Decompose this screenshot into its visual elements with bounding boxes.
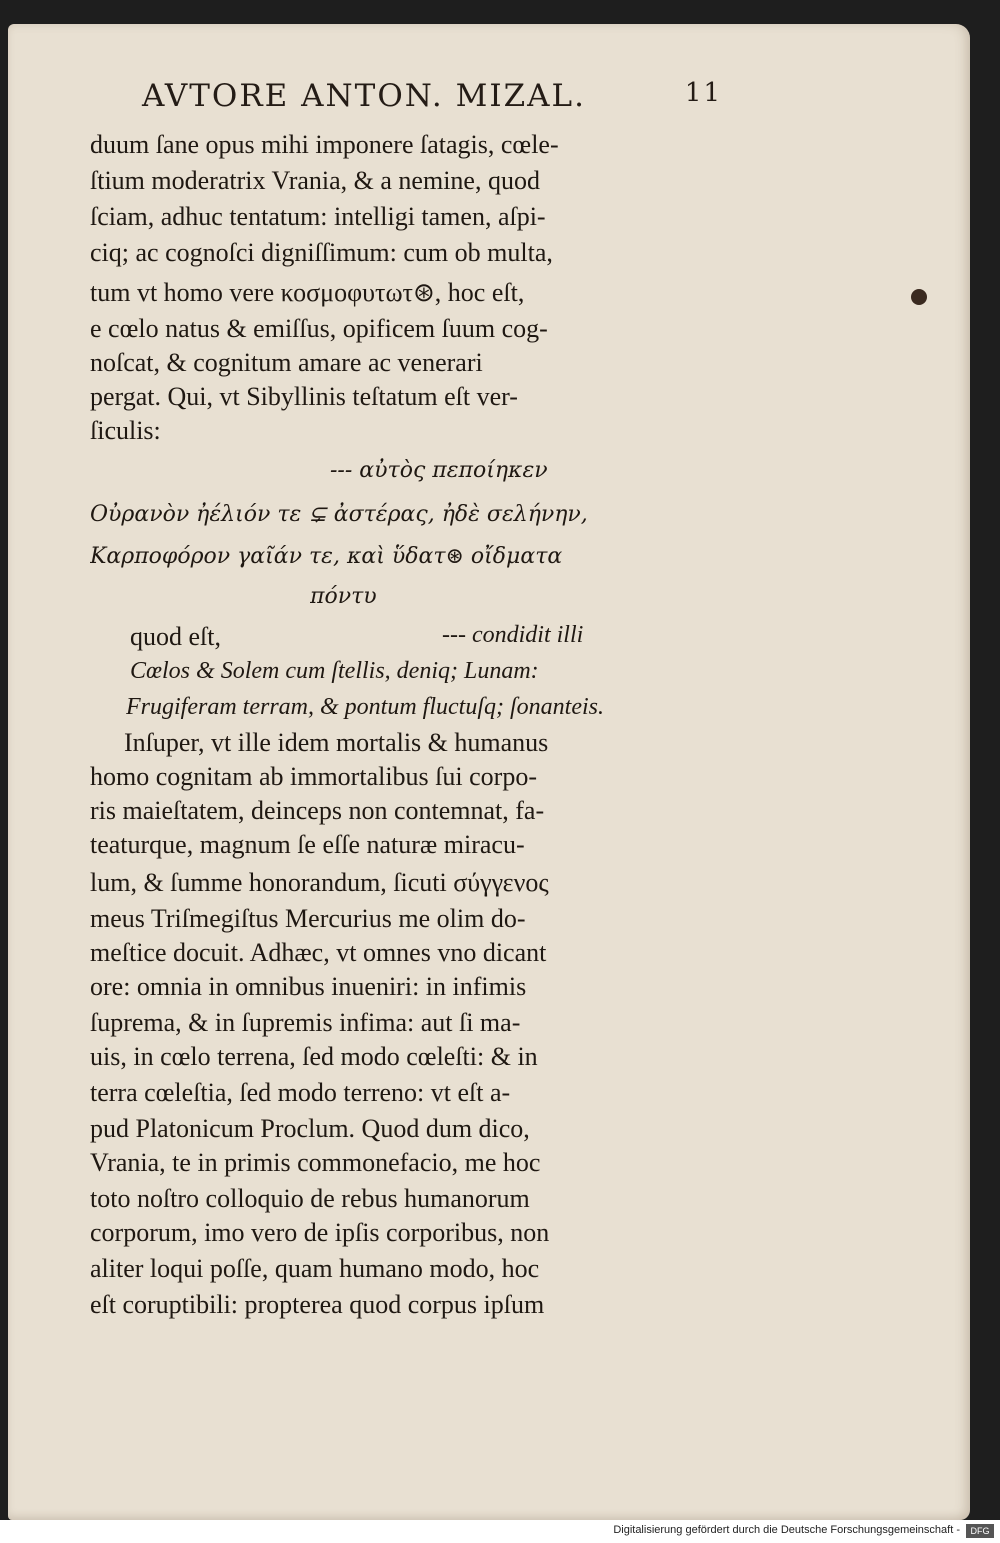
text-line: eſt coruptibili: propterea quod corpus ipſum — [90, 1290, 545, 1319]
text-line: Vrania, te in primis commonefacio, me hoc — [90, 1148, 541, 1177]
dfg-logo: DFG — [966, 1524, 994, 1538]
text-line: ſtium moderatrix Vrania, & a nemine, quod — [90, 166, 540, 195]
footer-bar — [0, 1520, 1000, 1543]
greek-verse-line: πόντυ — [310, 584, 377, 609]
text-line: ore: omnia in omnibus inueniri: in infimis — [90, 972, 527, 1001]
running-header — [142, 78, 722, 114]
greek-verse-line: Οὐρανὸν ἠέλιόν τε ⊊ ἀστέρας, ἠδὲ σελήνην, — [90, 502, 588, 527]
text-line: pergat. Qui, vt Sibyllinis teſtatum eſt ver- — [90, 382, 518, 411]
text-line: lum, & ſumme honorandum, ſicuti σύγγενος — [90, 868, 549, 897]
text-line: e cœlo natus & emiſſus, opificem ſuum cog- — [90, 314, 548, 343]
text-line: homo cognitam ab immortalibus ſui corpo- — [90, 762, 537, 791]
text-line: ris maieſtatem, deinceps non contemnat, fa- — [90, 796, 545, 825]
text-line: corporum, imo vero de ipſis corporibus, non — [90, 1218, 550, 1247]
text-line: ciq; ac cognoſci digniſſimum: cum ob multa, — [90, 238, 553, 267]
text-line: toto noſtro colloquio de rebus humanorum — [90, 1184, 530, 1213]
page-number: 11 — [684, 78, 722, 108]
text-line: noſcat, & cognitum amare ac venerari — [90, 348, 483, 377]
text-line: ſuprema, & in ſupremis infima: aut ſi ma- — [90, 1008, 521, 1037]
header-title: AVTORE ANTON. MIZAL. — [142, 78, 586, 114]
greek-verse-line: --- αὐτὸς πεποίηκεν — [330, 458, 548, 483]
ink-spot — [911, 289, 927, 305]
text-line: teaturque, magnum ſe eſſe naturæ miracu- — [90, 830, 525, 859]
footer-credit: Digitalisierung gefördert durch die Deutsche Forschungsgemeinschaft - — [613, 1524, 960, 1536]
text-line: meus Triſmegiſtus Mercurius me olim do- — [90, 904, 526, 933]
quod-est-label: quod eſt, — [130, 622, 221, 651]
latin-verse-line: Cœlos & Solem cum ſtellis, deniq; Lunam: — [130, 658, 539, 684]
text-line: terra cœleſtia, ſed modo terreno: vt eſt a- — [90, 1078, 511, 1107]
text-line: Inſuper, vt ille idem mortalis & humanus — [124, 728, 549, 757]
latin-verse-line: --- condidit illi — [442, 622, 584, 648]
text-line: meſtice docuit. Adhæc, vt omnes vno dicant — [90, 938, 547, 967]
latin-verse-line: Frugiferam terram, & pontum fluctuſq; ſonanteis. — [126, 694, 604, 720]
text-line: ſiculis: — [90, 416, 161, 445]
text-line: duum ſane opus mihi imponere ſatagis, cœle- — [90, 130, 559, 159]
text-line: tum vt homo vere κοσμοφυτωτ⊛, hoc eſt, — [90, 278, 525, 307]
greek-verse-line: Καρποφόρον γαῖάν τε, καὶ ὕδατ⊛ οἴδματα — [90, 544, 563, 569]
text-line: ſciam, adhuc tentatum: intelligi tamen, aſpi- — [90, 202, 546, 231]
text-line: pud Platonicum Proclum. Quod dum dico, — [90, 1114, 530, 1143]
text-line: aliter loqui poſſe, quam humano modo, hoc — [90, 1254, 540, 1283]
text-line: uis, in cœlo terrena, ſed modo cœleſti: & in — [90, 1042, 538, 1071]
